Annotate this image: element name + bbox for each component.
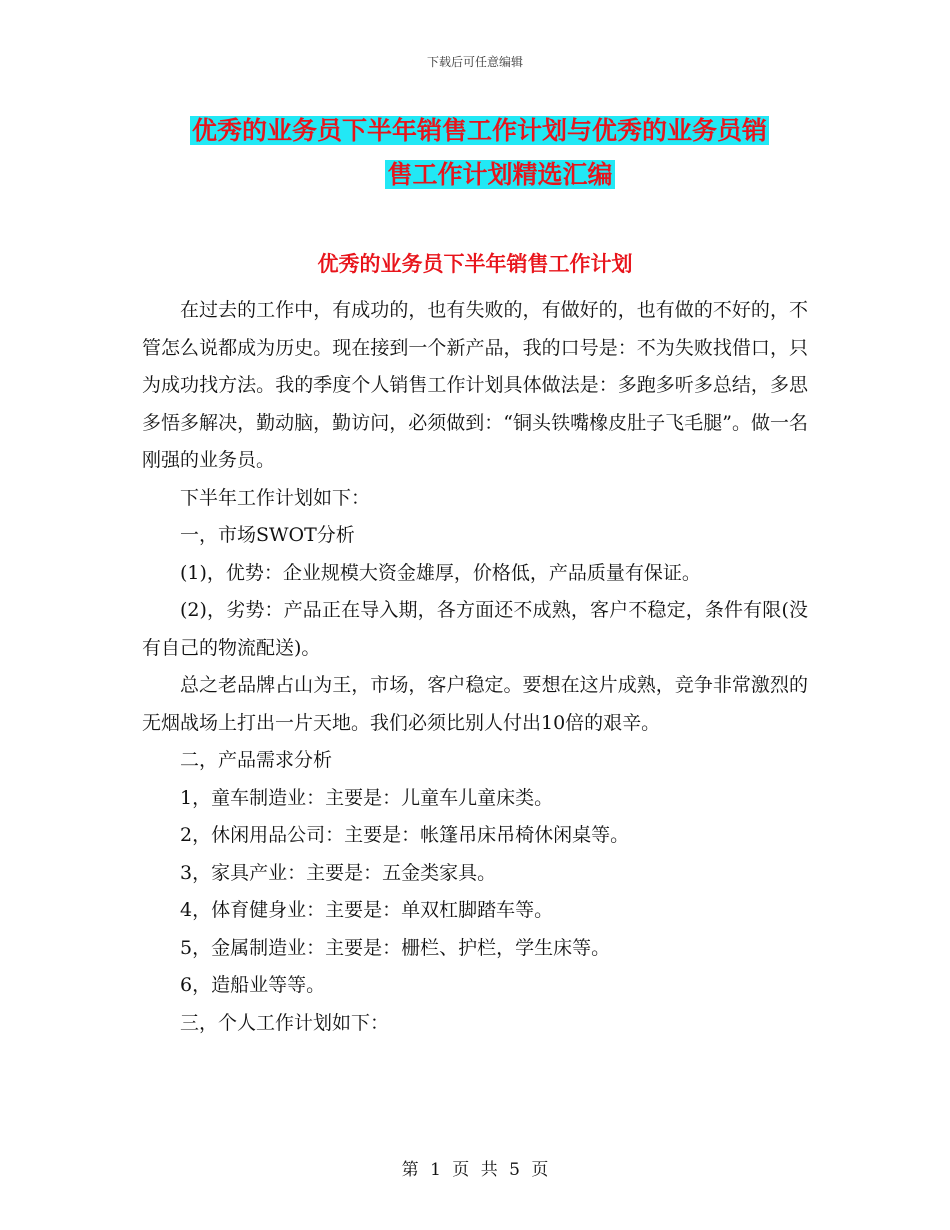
section-subtitle: 优秀的业务员下半年销售工作计划: [317, 252, 633, 276]
list-item-demand-1: 1，童车制造业：主要是：儿童车儿童床类。: [180, 786, 554, 809]
document-title-line-1: 优秀的业务员下半年销售工作计划与优秀的业务员销: [192, 116, 768, 145]
document-body: [142, 292, 808, 1042]
paragraph-swot-heading: 一，市场SWOT分析: [180, 524, 355, 546]
list-item-demand-6: 6，造船业等等。: [180, 974, 326, 996]
page-footer: 第 1 页 共 5 页: [401, 1160, 549, 1180]
paragraph-strengths: (1)，优势：企业规模大资金雄厚，价格低，产品质量有保证。: [180, 561, 701, 584]
paragraph-weaknesses: (2)，劣势：产品正在导入期，各方面还不成熟，客户不稳定，条件有限(没有自己的物流配送)。: [142, 599, 808, 659]
paragraph-plan-heading: 下半年工作计划如下：: [180, 486, 371, 509]
paragraph-personal-plan-heading: 三，个人工作计划如下：: [180, 1011, 390, 1034]
paragraph-summary: 总之老品牌占山为王，市场，客户稳定。要想在这片成熟，竞争非常激烈的无烟战场上打出一片天地。我们必须比别人付出10倍的艰辛。: [142, 674, 808, 734]
page-header: 下载后可任意编辑: [426, 55, 523, 69]
list-item-demand-3: 3，家具产业：主要是：五金类家具。: [180, 861, 497, 884]
list-item-demand-5: 5，金属制造业：主要是：栅栏、护栏，学生床等。: [180, 936, 611, 959]
list-item-demand-4: 4，体育健身业：主要是：单双杠脚踏车等。: [180, 899, 554, 921]
paragraph-intro: 在过去的工作中，有成功的，也有失败的，有做好的，也有做的不好的，不管怎么说都成为历史。现在接到一个新产品，我的口号是：不为失败找借口，只为成功找方法。我的季度个人销售工作计划具体做法是：多跑多听多总结，多思多悟多解决，勤动脑，勤访问，必须做到：“铜头铁嘴橡皮肚子飞毛腿”。做一名刚强的业务员。: [142, 299, 808, 471]
document-title-line-2: 售工作计划精选汇编: [387, 160, 613, 189]
paragraph-demand-heading: 二，产品需求分析: [180, 749, 333, 771]
list-item-demand-2: 2，休闲用品公司：主要是：帐篷吊床吊椅休闲桌等。: [180, 824, 630, 846]
